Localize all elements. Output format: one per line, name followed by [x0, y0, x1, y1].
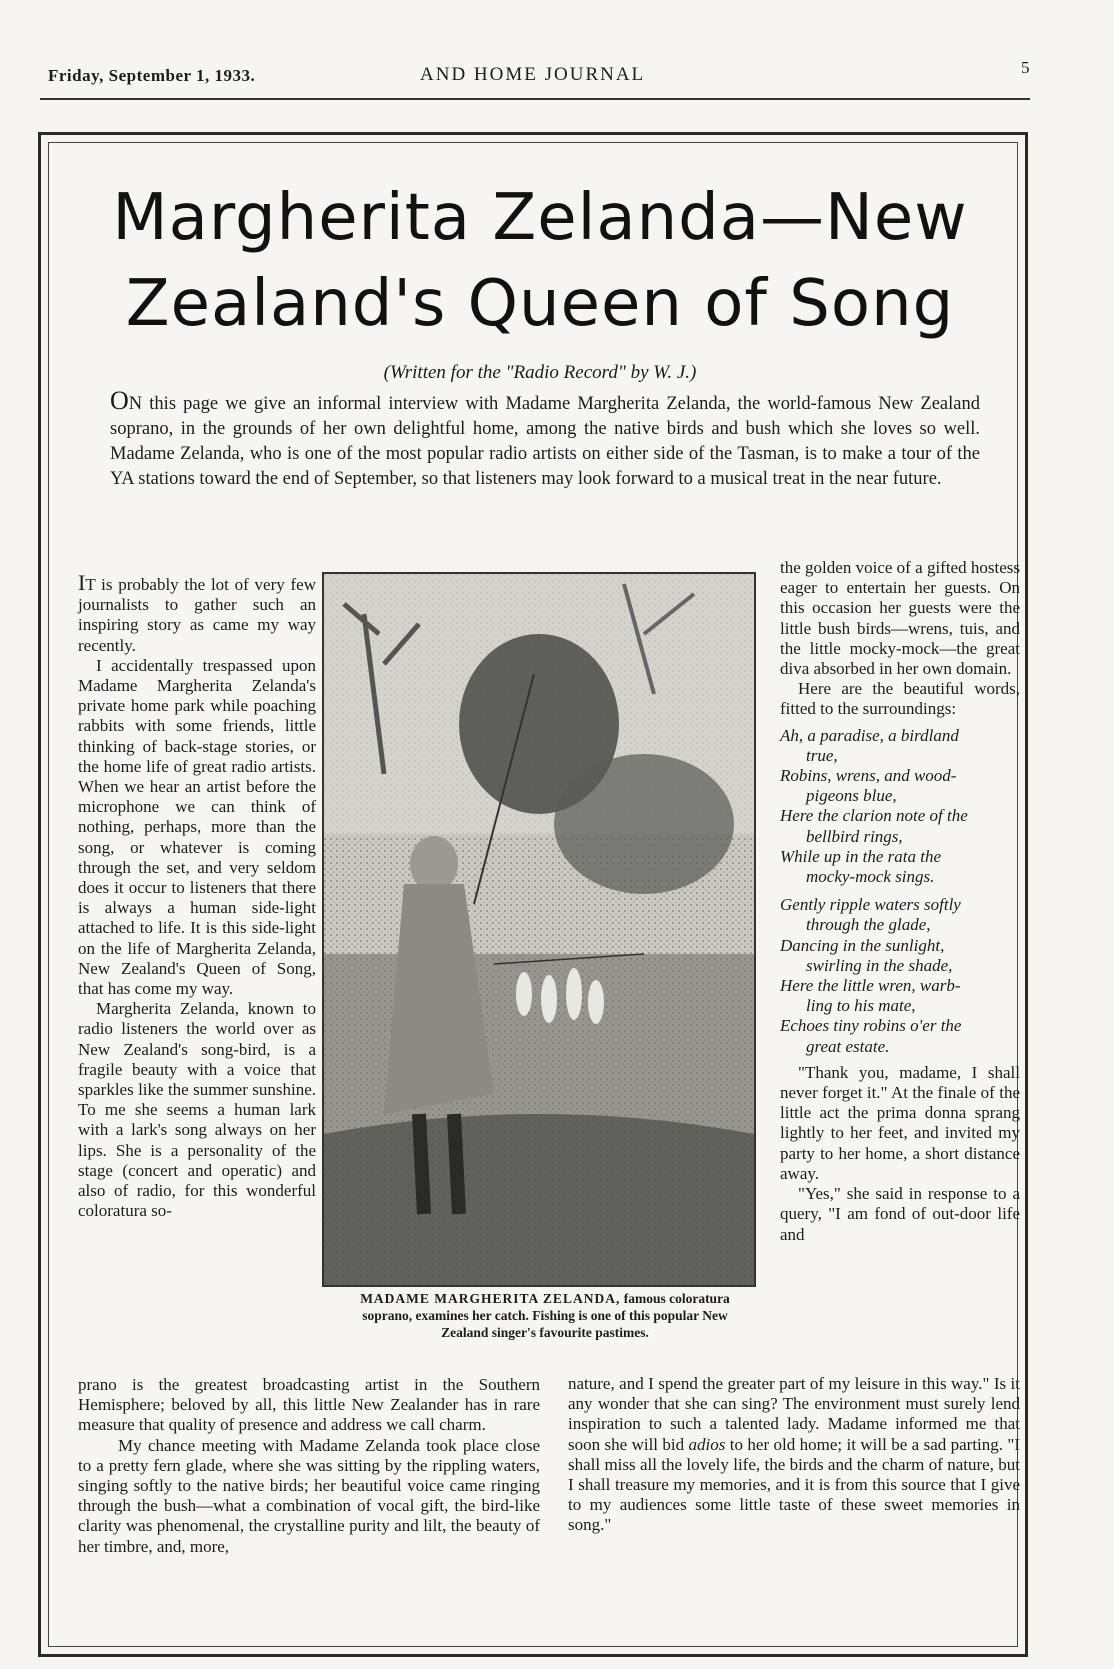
publication-title: AND HOME JOURNAL [420, 64, 646, 85]
header-rule [40, 98, 1030, 100]
poem-line: Gently ripple waters softly [780, 895, 961, 915]
bottom-right-paragraph [568, 1374, 1020, 1536]
caption-text: famous coloratura soprano, examines her catch. Fishing is one of this popular New Zealand singer's favourite pastimes. [362, 1291, 730, 1340]
col3-paragraph-3: "Thank you, madame, I shall never forget it." At the finale of the little act the prima donna sprang lightly to her feet, and invited my party to her home, a short distance away. [780, 1062, 1020, 1183]
col1-dropcap: I [78, 570, 86, 595]
headline-line-1: Margherita Zelanda—New [112, 181, 968, 255]
bottom-right-text-a: nature, and I spend the greater part of my leisure in this way." Is it any wonder that she can sing? The environment must surely lend inspiration to such a talented lady. Madame informed me that soon she will bid [568, 1374, 1020, 1454]
col3-paragraph-1: the golden voice of a gifted hostess eager to entertain her guests. On this occasion her guests were the little bush birds—wrens, tuis, and the little mocky-mock—the great diva absorbed in her own domain. [780, 558, 1020, 679]
poem-line: great estate. [806, 1036, 890, 1056]
poem-line: mocky-mock sings. [806, 867, 935, 887]
poem-line: ling to his mate, [806, 996, 916, 1016]
poem-line: Here the little wren, warb- [780, 976, 961, 996]
poem-line: Dancing in the sunlight, [780, 935, 945, 955]
page-number: 5 [1021, 58, 1030, 77]
article-photo [322, 572, 756, 1287]
col1-paragraph-1 [78, 570, 316, 656]
col3-paragraph-2: Here are the beautiful words, fitted to the surroundings: [780, 679, 1020, 719]
photo-fishing-scene [324, 574, 754, 1285]
poem-line: true, [806, 745, 838, 765]
headline-line-2: Zealand's Queen of Song [125, 267, 955, 341]
poem-line: through the glade, [806, 915, 931, 935]
col1-paragraph-3: Margherita Zelanda, known to radio listeners the world over as New Zealand's song-bird, is a fragile beauty with a voice that sparkles like the summer sunshine. To me she seems a human lark with a lark's song always on her lips. She is a personality of the stage (concert and operatic) and also of radio, for this wonderful coloratura so- [78, 999, 316, 1221]
issue-date: Friday, September 1, 1933. [48, 66, 256, 85]
intro-paragraph [110, 388, 980, 492]
intro-text: N this page we give an informal interview with Madame Margherita Zelanda, the world-famous New Zealand soprano, in the grounds of her own delightful home, among the native birds and bush which she loves so well. Madame Zelanda, who is one of the most popular radio artists on either side of the Tasman, is to make a tour of the YA stations toward the end of September, so that listeners may look forward to a musical treat in the near future. [110, 394, 980, 489]
bottom-right-text-b: to her old home; it will be a sad parting. "I shall miss all the lovely life, the birds and the charm of nature, but I shall treasure my memories, and it is from this source that I give to my audiences some little taste of these sweet memories in song." [568, 1434, 1021, 1535]
poem-line: pigeons blue, [806, 786, 897, 806]
col3-paragraph-4: "Yes," she said in response to a query, "I am fond of out-door life and [780, 1184, 1020, 1244]
byline: (Written for the "Radio Record" by W. J.) [383, 362, 697, 383]
bottom-right-block [568, 1374, 1020, 1536]
page-header [40, 58, 1030, 98]
bottom-left-paragraph-1: prano is the greatest broadcasting artist in the Southern Hemisphere; beloved by all, this little New Zealander has in rare measure that quality of presence and address we call charm. [78, 1375, 540, 1435]
poem-line: While up in the rata the [780, 846, 942, 866]
poem-line: swirling in the shade, [806, 955, 953, 975]
stanza-gap [780, 887, 1020, 895]
col1-p1-text: T is probably the lot of very few journalists to gather such an inspiring story as came my way recently. [78, 575, 316, 655]
caption-lead: MADAME MARGHERITA ZELANDA, [360, 1291, 621, 1306]
bottom-left-paragraph-2: My chance meeting with Madame Zelanda took place close to a pretty fern glade, where she was sitting by the rippling waters, singing softly to the native birds; her beautiful voice came ringing through the bush—what a combination of vocal gift, the bird-like clarity was phenomenal, the crystalline purity and lilt, the beauty of her timbre, and, more, [78, 1435, 540, 1556]
poem-line: Here the clarion note of the [780, 806, 968, 826]
col1-paragraph-2: I accidentally trespassed upon Madame Margherita Zelanda's private home park while poaching rabbits with some friends, little thinking of back-stage stories, or the home life of great radio artists. When we hear an artist before the microphone we can think of nothing, perhaps, more than the song, or whatever is coming through the set, and very seldom does it occur to listeners that there is always a human side-light attached to life. It is this side-light on the life of Margherita Zelanda, New Zealand's Queen of Song, that has come my way. [78, 655, 316, 999]
photo-caption [340, 1290, 750, 1341]
poem [780, 726, 1020, 1057]
adios-word: adios [688, 1434, 726, 1454]
poem-line: Robins, wrens, and wood- [780, 766, 957, 786]
article-headline [100, 175, 980, 347]
poem-line: Echoes tiny robins o'er the [780, 1016, 962, 1036]
poem-line: Ah, a paradise, a birdland [780, 725, 959, 745]
poem-line: bellbird rings, [806, 826, 903, 846]
column-left [78, 570, 316, 1222]
bottom-left-block [78, 1375, 540, 1557]
intro-dropcap: O [110, 386, 129, 415]
column-right [780, 558, 1020, 1245]
